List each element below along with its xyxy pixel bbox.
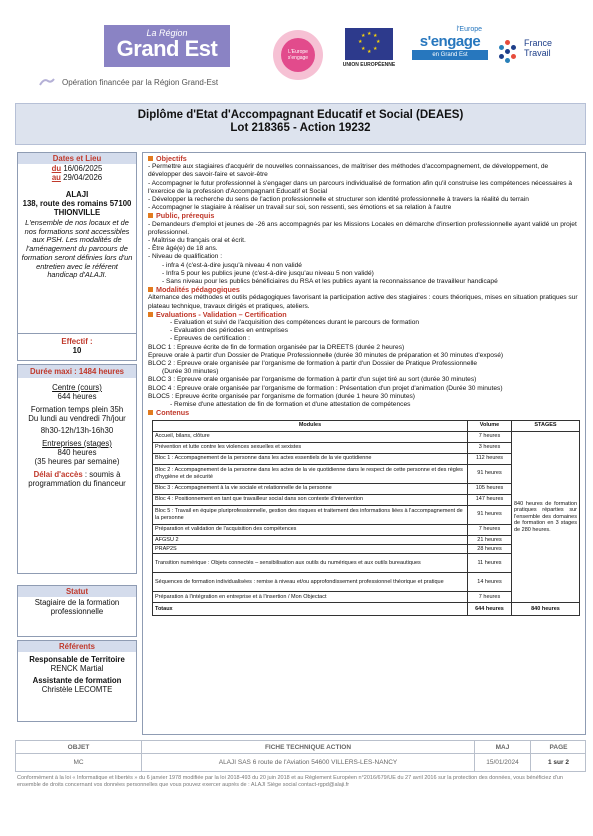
table-header-cell: Modules: [153, 420, 468, 431]
module-name-cell: Préparation à l'intégration en entreprise et à l'insertion / Mon Objectact: [153, 592, 468, 603]
module-volume-cell: 14 heures: [468, 573, 512, 592]
table-header-cell: Volume: [468, 420, 512, 431]
eu-flag-icon: ★ ★ ★ ★ ★ ★ ★ ★: [345, 28, 393, 60]
europe-engage-circle-logo: L'Europe s'engage: [273, 30, 323, 80]
stages-cell: 840 heures de formation pratiques réparties sur l'ensemble des domaines de formation en 3 stages de 280 heures.: [512, 431, 580, 603]
module-volume-cell: 7 heures: [468, 524, 512, 535]
module-volume-cell: 3 heures: [468, 442, 512, 453]
total-cell: 644 heures: [468, 603, 512, 616]
module-name-cell: Séquences de formation individualisées : remise à niveau et/ou approfondissement professionnel théorique et pratique: [153, 573, 468, 592]
objectifs-list: - Permettre aux stagiaires d'acquérir de nouvelles connaissances, de maîtriser des méthodes d'accompagnement, de développement, de développer des savoir-faire et savoir-être - Accompagner le futur professionnel à s'engager dans un parcours individualisé de formation afin qu'il construise les compétences nécessaires à l'exercice de la profession d'Accompagnant Educatif et Social - Développer la recherche du sens de l'action professionnelle et structurer son identité professionnelle à travers la réalité du terrain - Accompagner le stagiaire à réaliser un travail sur soi, son ressenti, ses émotions et sa relation à l'autre: [148, 163, 573, 212]
total-cell: Totaux: [153, 603, 468, 616]
module-name-cell: Prévention et lutte contre les violences sexuelles et sexistes: [153, 442, 468, 453]
module-name-cell: Préparation et validation de l'acquisition des compétences: [153, 524, 468, 535]
eu-flag-logo: ★ ★ ★ ★ ★ ★ ★ ★ UNION EUROPÉENNE: [340, 28, 398, 80]
objectifs-heading: Objectifs: [148, 155, 580, 163]
details-box: [142, 152, 586, 735]
contenus-heading: Contenus: [148, 409, 580, 417]
module-name-cell: Bloc 1 : Accompagnement de la personne dans les actes essentiels de la vie quotidienne: [153, 453, 468, 464]
module-name-cell: Accueil, bilans, clôture: [153, 431, 468, 442]
statut-box: Statut Stagiaire de la formation professionnelle: [17, 585, 137, 637]
modules-table: [152, 420, 580, 617]
evaluations-list: - Evaluation et suivi de l'acquisition des compétences durant le parcours de formation - Evaluation des périodes en entreprises - Epreuves de certification : BLOC 1 : Epreuve écrite de fin de formation organisée par la DREETS (durée 2 heures) Epreuve orale à partir d'un Dossier de Pratique Professionnelle (durée 30 minutes de préparation et 30 minutes d'exposé) BLOC 2 : Epreuve orale organisée par l'organisme de formation à partir d'un Dossier de Pratique Professionnelle (Durée 30 minutes) BLOC 3 : Epreuve orale organisée par l'organisme de formation à partir d'un sujet tiré au sort (durée 30 minutes) BLOC 4 : Epreuve orale organisée par l'organisme de formation : Présentation d'un projet d'animation (Durée 30 minutes) BLOC5 : Epreuve écrite organisée par l'organisme de formation (durée 1 heure 30 minutes) - Remise d'une attestation de fin de formation et d'une attestation de compétences: [148, 319, 504, 409]
table-row: [153, 431, 580, 442]
public-list: - Demandeurs d'emploi et jeunes de -26 ans accompagnés par les Missions Locales en démarche d'insertion professionnelle ayant validé un projet professionnel. - Maîtrise du français oral et écrit. - Être âgé(e) de 18 ans. - Niveau de qualification : - infra 4 (c'est-à-dire jusqu'à niveau 4 non validé - Infra 5 pour les publics jeune (c'est-à-dire jusqu'au niveau 5 non validé) - Sans niveau pour les publics bénéficiaires du RSA et les publics ayant la reconnaissance de travailleur handicapé: [148, 220, 577, 286]
module-name-cell: Bloc 2 : Accompagnement de la personne dans les actes de la vie quotidienne dans le respect de cette personne et des règles d'hygiène et de sécurité: [153, 464, 468, 483]
module-volume-cell: 7 heures: [468, 592, 512, 603]
footer-fiche-cell: FICHE TECHNIQUE ACTION ALAJI SAS 6 route de l'Aviation 54600 VILLERS-LES-NANCY: [142, 741, 475, 772]
footer-objet-cell: OBJET MC: [16, 741, 142, 772]
region-grand-est-logo: La Région Grand Est: [104, 25, 230, 67]
footer-page-cell: PAGE 1 sur 2: [531, 741, 586, 772]
module-volume-cell: 21 heures: [468, 535, 512, 544]
modalites-heading: Modalités pédagogiques: [148, 286, 580, 294]
header-logos: [0, 22, 593, 82]
region-mini-logo-icon: [38, 76, 56, 88]
page-title: Diplôme d'Etat d'Accompagnant Educatif et Social (DEAES) Lot 218365 - Action 19232: [15, 103, 586, 145]
france-travail-logo: France Travail: [496, 36, 566, 68]
modules-table-body: [153, 431, 580, 616]
module-volume-cell: 147 heures: [468, 494, 512, 505]
module-name-cell: AFGSU 2: [153, 535, 468, 544]
legal-notice: Conformément à la loi « Informatique et libertés » du 6 janvier 1978 modifiée par la loi 2018-493 du 20 juin 2018 et au Règlement Européen n°2016/679/UE du 27 avril 2016 sur la protection des données, vous bénéficiez d'un ensemble de droits concernant vos données personnelles que vous pouvez exercer auprès de : ALAJI Siège social contact-rgpd@alaji.fr: [17, 775, 563, 788]
module-volume-cell: 112 heures: [468, 453, 512, 464]
module-volume-cell: 28 heures: [468, 544, 512, 553]
module-volume-cell: 91 heures: [468, 464, 512, 483]
total-cell: 840 heures: [512, 603, 580, 616]
dates-location-box: Dates et Lieu du 16/06/2025 au 29/04/2026 ALAJI 138, route des romains 57100 THIONVILLE L'ensemble de nos locaux et de nos formations sont accessibles aux PSH. Les modalités de l'aménagement du parcours de formation seront définies lors d'un entretien avec le référent handicap d'ALAJI.: [17, 152, 137, 334]
footer-maj-cell: MAJ 15/01/2024: [475, 741, 531, 772]
module-volume-cell: 7 heures: [468, 431, 512, 442]
module-name-cell: Bloc 4 : Positionnement en tant que travailleur social dans son contexte d'intervention: [153, 494, 468, 505]
duree-box: Durée maxi : 1484 heures Centre (cours) 644 heures Formation temps plein 35h Du lundi au vendredi 7h/jour 8h30-12h/13h-16h30 Entreprises (stages) 840 heures (35 heures par semaine) Délai d'accès : soumis à programmation du financeur: [17, 364, 137, 574]
module-name-cell: PRAP2S: [153, 544, 468, 553]
module-volume-cell: 105 heures: [468, 483, 512, 494]
module-name-cell: Bloc 5 : Travail en équipe pluriprofessionnelle, gestion des risques et traitement des informations liées à l'accompagnement de la personne: [153, 505, 468, 524]
table-total-row: [153, 603, 580, 616]
module-name-cell: Bloc 3 : Accompagnement à la vie sociale et relationnelle de la personne: [153, 483, 468, 494]
table-header-row: [153, 420, 580, 431]
module-name-cell: Transition numérique : Objets connectés – sensibilisation aux outils du numériques et aux outils bureautiques: [153, 554, 468, 573]
france-travail-dots-icon: [496, 40, 520, 64]
financed-by-note: Opération financée par la Région Grand-Est: [62, 78, 219, 87]
table-header-cell: STAGES: [512, 420, 580, 431]
evaluations-heading: Evaluations - Validation – Certification: [148, 311, 580, 319]
document-footer: [15, 740, 586, 772]
modalites-text: Alternance des méthodes et outils pédagogiques favorisant la participation active des stagiaires : cours théoriques, mises en situation pratiques sur plateau technique, travaux dirigés et pratiques, ateliers.: [148, 294, 578, 310]
effectif-box: Effectif : 10: [17, 333, 137, 361]
referents-box: Référents Responsable de Territoire RENCK Martial Assistante de formation Christèle LECOMTE: [17, 640, 137, 722]
module-volume-cell: 11 heures: [468, 554, 512, 573]
module-volume-cell: 91 heures: [468, 505, 512, 524]
accessibility-note: L'ensemble de nos locaux et de nos formations sont accessibles aux PSH. Les modalités de l'aménagement du parcours de formation seront définies lors d'un entretien avec le référent handicap d'ALAJI.: [21, 218, 133, 280]
europe-engage-grand-est-logo: l'Europe s'engage en Grand Est: [412, 26, 488, 78]
public-heading: Public, prérequis: [148, 212, 580, 220]
